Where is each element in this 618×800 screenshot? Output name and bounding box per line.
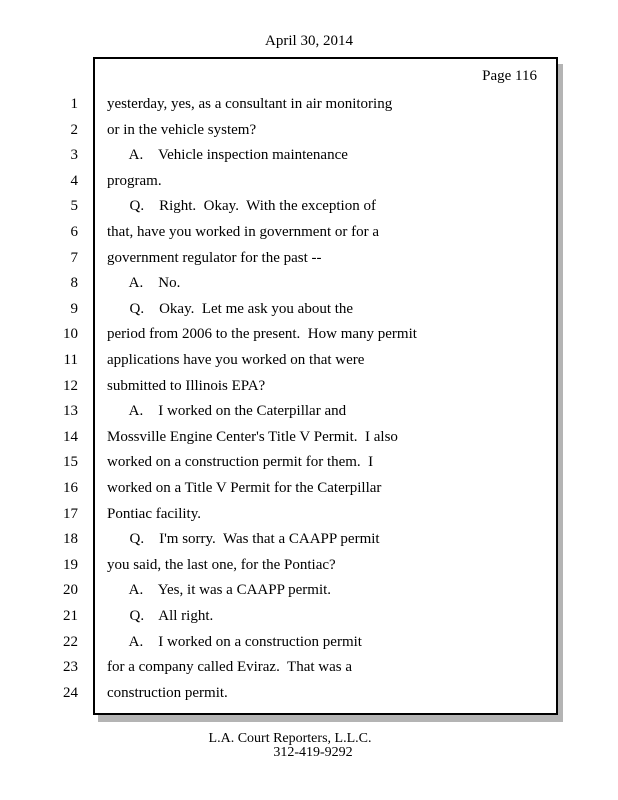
header-date: April 30, 2014 — [265, 33, 353, 49]
line-text: program. — [107, 172, 162, 189]
transcript-line — [40, 376, 580, 397]
line-text: A. No. — [107, 275, 181, 292]
line-text: construction permit. — [107, 684, 228, 701]
transcript-line — [40, 196, 580, 217]
line-text: government regulator for the past -- — [107, 249, 322, 266]
line-number: 13 — [63, 403, 78, 420]
line-number: 15 — [63, 454, 78, 471]
line-text: Q. I'm sorry. Was that a CAAPP permit — [107, 531, 380, 548]
line-number: 23 — [63, 659, 78, 676]
footer-company-name: L.A. Court Reporters, L.L.C. — [208, 731, 372, 746]
line-number: 11 — [63, 352, 78, 368]
transcript-line — [40, 632, 580, 653]
transcript-line — [40, 606, 580, 627]
line-number: 19 — [63, 556, 78, 573]
footer-phone-number: 312-419-9292 — [273, 745, 353, 760]
line-text: Q. All right. — [107, 608, 214, 624]
transcript-line — [40, 222, 580, 243]
line-text: Q. Okay. Let me ask you about the — [107, 300, 354, 317]
line-number: 7 — [70, 249, 78, 266]
line-number: 3 — [70, 147, 78, 164]
line-text: A. Vehicle inspection maintenance — [107, 147, 348, 164]
line-number: 21 — [63, 608, 78, 624]
line-number: 17 — [63, 505, 78, 522]
line-number: 20 — [63, 582, 78, 599]
line-number: 8 — [70, 275, 78, 292]
line-text: worked on a construction permit for them. I — [107, 454, 374, 471]
line-number: 2 — [70, 121, 78, 138]
transcript-line — [40, 529, 580, 550]
line-number: 1 — [70, 96, 78, 112]
line-number: 24 — [63, 684, 78, 701]
line-text: submitted to Illinois EPA? — [107, 377, 266, 394]
transcript-line — [40, 580, 580, 601]
line-text: or in the vehicle system? — [107, 121, 257, 138]
line-text: Pontiac facility. — [107, 505, 201, 522]
line-text: A. I worked on a construction permit — [107, 633, 362, 650]
line-number: 5 — [70, 198, 78, 215]
line-text: A. I worked on the Caterpillar and — [107, 403, 347, 420]
transcript-line — [40, 555, 580, 576]
line-text: A. Yes, it was a CAAPP permit. — [107, 582, 332, 599]
line-text: yesterday, yes, as a consultant in air monitoring — [107, 96, 393, 112]
line-text: you said, the last one, for the Pontiac? — [107, 556, 336, 573]
line-text: worked on a Title V Permit for the Caterpillar — [107, 480, 382, 496]
line-number: 10 — [63, 326, 78, 343]
line-text: period from 2006 to the present. How many permit — [107, 326, 417, 343]
transcript-line — [40, 273, 580, 294]
transcript-line — [40, 427, 580, 448]
transcript-line — [40, 401, 580, 422]
line-number: 12 — [63, 377, 78, 394]
line-text: applications have you worked on that were — [107, 352, 365, 368]
page-number-label: Page 116 — [482, 68, 537, 84]
line-number: 14 — [63, 428, 78, 445]
transcript-line — [40, 350, 580, 371]
line-number: 9 — [70, 300, 78, 317]
line-number: 22 — [63, 633, 78, 650]
transcript-line — [40, 120, 580, 141]
transcript-line — [40, 324, 580, 345]
line-number: 16 — [63, 480, 78, 496]
transcript-line — [40, 478, 580, 499]
line-text: Q. Right. Okay. With the exception of — [107, 198, 376, 215]
line-number: 6 — [70, 224, 78, 240]
line-text: that, have you worked in government or for a — [107, 224, 379, 240]
transcript-line — [40, 504, 580, 525]
transcript-line — [40, 145, 580, 166]
line-number: 4 — [70, 172, 78, 189]
transcript-line — [40, 299, 580, 320]
transcript-line — [40, 683, 580, 704]
transcript-line — [40, 94, 580, 115]
transcript-line — [40, 657, 580, 678]
line-text: for a company called Eviraz. That was a — [107, 659, 353, 676]
transcript-line — [40, 452, 580, 473]
line-number: 18 — [63, 531, 78, 548]
transcript-line — [40, 248, 580, 269]
line-text: Mossville Engine Center's Title V Permit. I also — [107, 428, 398, 445]
transcript-line — [40, 171, 580, 192]
